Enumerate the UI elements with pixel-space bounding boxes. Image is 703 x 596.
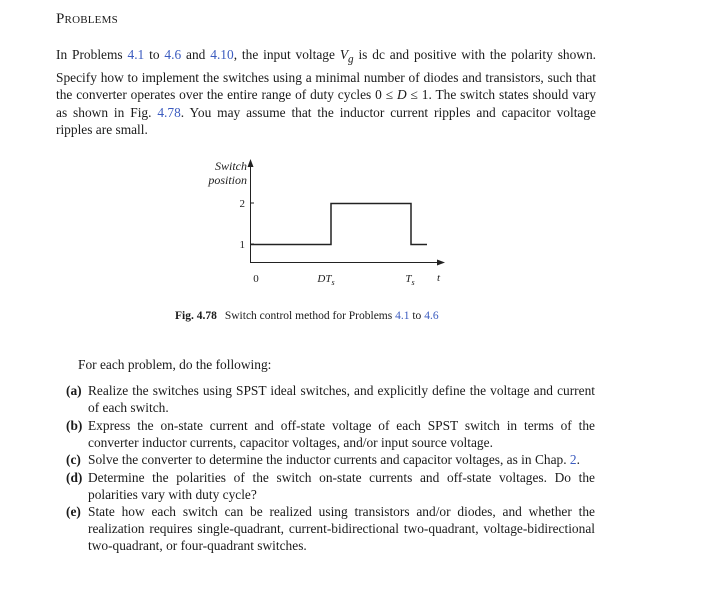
task-label: (a) xyxy=(66,383,82,398)
chapter-link-2[interactable]: 2 xyxy=(569,452,577,467)
y-axis-label-line2: position xyxy=(208,173,247,187)
task-item-c xyxy=(66,451,595,468)
lead-text: For each problem, do the following: xyxy=(78,357,272,372)
problem-link-4-10[interactable]: 4.10 xyxy=(210,47,234,62)
y-tick-label-1: 1 xyxy=(239,239,245,251)
x-axis-arrow xyxy=(437,260,445,266)
task-text: Realize the switches using SPST ideal switches, and explicitly define the voltage and current of each switch. xyxy=(88,383,595,415)
task-text: Determine the polarities of the switch on-state currents and off-state voltages. Do the polarities vary with duty cycle? xyxy=(88,469,595,502)
task-label: (b) xyxy=(66,417,83,433)
task-label: (c) xyxy=(66,452,81,467)
task-list xyxy=(66,382,595,555)
problem-link-4-6[interactable]: 4.6 xyxy=(164,47,182,62)
task-label: (d) xyxy=(66,469,83,485)
task-text: Solve the converter to determine the inductor currents and capacitor voltages, as in Chap. 2. xyxy=(88,452,580,467)
y-tick-label-2: 2 xyxy=(239,198,245,210)
x-axis-label: t xyxy=(437,272,441,284)
task-text: State how each switch can be realized using transistors and/or diodes, and whether the realization requires single-quadrant, current-bidirectional two-quadrant, voltage-bidirectional two-quadrant, or four-quadrant switches. xyxy=(88,504,595,553)
task-item-b xyxy=(66,417,595,451)
problem-link-4-1[interactable]: 4.1 xyxy=(127,47,145,62)
task-item-d xyxy=(66,469,595,503)
var-v-subscript: g xyxy=(348,53,354,66)
y-axis-arrow xyxy=(248,159,254,167)
var-d: D xyxy=(396,87,407,103)
switch-waveform xyxy=(251,204,427,245)
task-item-a xyxy=(66,382,595,416)
section-heading: Problems xyxy=(56,11,118,27)
intro-paragraph: In Problems 4.1 to 4.6 and 4.10, the input voltage $V_g$ is dc and positive with the polarity shown. Specify how to implement the switches using a minimal number of diodes and transistors, such that the converter operates over the entire range of duty cycles 0 ≤ D ≤ 1. The switch states should vary as shown in Fig. 4.78. You may assume that the inductor current ripples and capacitor voltage ripples are small. xyxy=(56,47,597,138)
caption-label: Fig. 4.78 xyxy=(175,310,217,322)
caption-link-4-1[interactable]: 4.1 xyxy=(395,310,410,322)
x-tick-label-0: 0 xyxy=(253,273,259,285)
task-item-e xyxy=(66,503,595,554)
figure-caption: Fig. 4.78 Switch control method for Problems 4.1 to 4.6 xyxy=(175,310,439,322)
figure-link-4-78[interactable]: 4.78 xyxy=(157,104,181,120)
var-v: V xyxy=(339,47,349,62)
caption-link-4-6[interactable]: 4.6 xyxy=(424,310,439,322)
x-tick-label-ts: $T_s$ xyxy=(405,273,415,287)
task-label: (e) xyxy=(66,504,81,519)
task-text: Express the on-state current and off-state voltage of each SPST switch in terms of the converter inductor currents, capacitor voltages, and/or input source voltage. xyxy=(88,417,595,450)
y-axis-label-line1: Switch xyxy=(215,159,247,173)
x-tick-label-dts: $DT_s$ xyxy=(317,273,335,287)
